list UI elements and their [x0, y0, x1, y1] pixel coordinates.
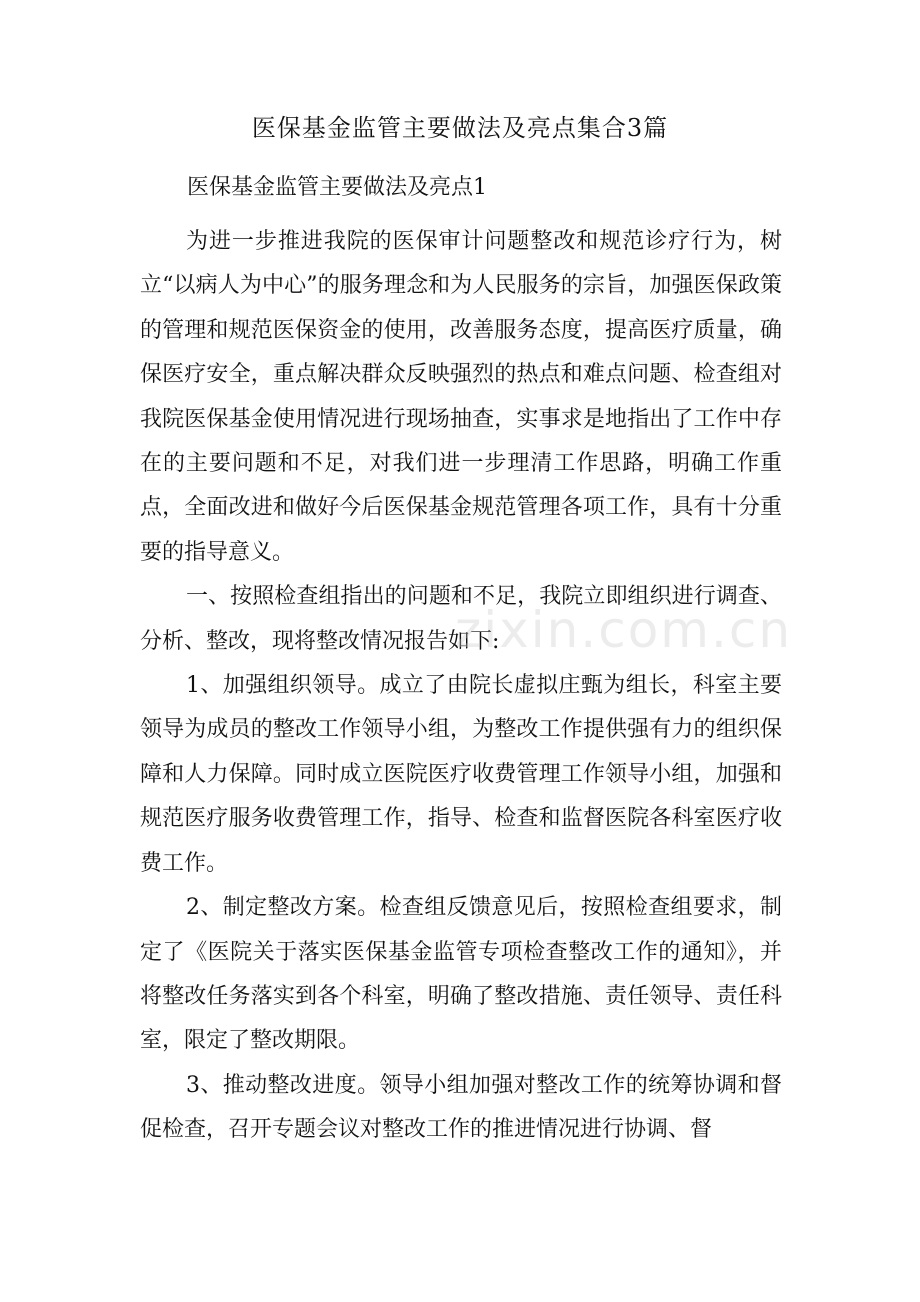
- paragraph-intro: 为进一步推进我院的医保审计问题整改和规范诊疗行为，树立“以病人为中心”的服务理念和为人民服务的宗旨，加强医保政策的管理和规范医保资金的使用，改善服务态度，提高医疗质量，确保医疗安全，重点解决群众反映强烈的热点和难点问题、检查组对我院医保基金使用情况进行现场抽查，实事求是地指出了工作中存在的主要问题和不足，对我们进一步理清工作思路，明确工作重点，全面改进和做好今后医保基金规范管理各项工作，具有十分重要的指导意义。: [140, 229, 782, 565]
- paragraph-section-one: 一、按照检查组指出的问题和不足，我院立即组织进行调查、分析、整改，现将整改情况报告如下:: [140, 584, 782, 654]
- section-heading: 医保基金监管主要做法及亮点1: [187, 175, 487, 200]
- paragraph-item-1: 1、加强组织领导。成立了由院长虚拟庄甄为组长，科室主要领导为成员的整改工作领导小组，为整改工作提供强有力的组织保障和人力保障。同时成立医院医疗收费管理工作领导小组，加强和规范医疗服务收费管理工作，指导、检查和监督医院各科室医疗收费工作。: [140, 673, 782, 876]
- paragraph-item-3: 3、推动整改进度。领导小组加强对整改工作的统筹协调和督促检查，召开专题会议对整改工作的推进情况进行协调、督: [140, 1072, 782, 1143]
- paragraph-item-2: 2、制定整改方案。检查组反馈意见后，按照检查组要求，制定了《医院关于落实医保基金监管专项检查整改工作的通知》，并将整改任务落实到各个科室，明确了整改措施、责任领导、责任科室，限定了整改期限。: [140, 895, 782, 1054]
- document-body: [140, 220, 782, 1153]
- document-title: 医保基金监管主要做法及亮点集合3篇: [251, 114, 669, 142]
- site-watermark: zixin.com.cn: [455, 601, 793, 659]
